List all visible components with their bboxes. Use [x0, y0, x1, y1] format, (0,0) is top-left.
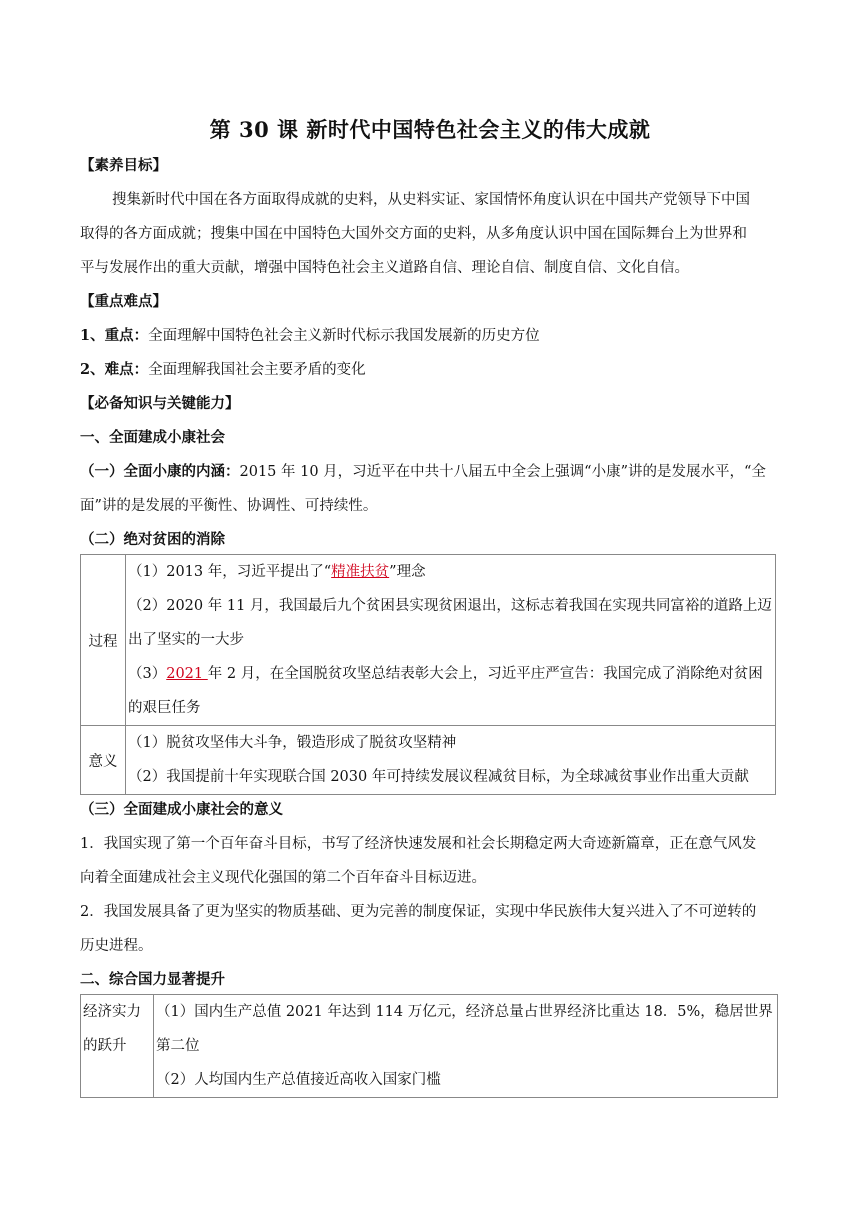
focus-text: 全面理解中国特色社会主义新时代标示我国发展新的历史方位	[148, 328, 540, 344]
p3-pre: （3）	[128, 666, 167, 682]
process-item-2b: 出了坚实的一大步	[128, 632, 244, 648]
page-title: 第 30 课 新时代中国特色社会主义的伟大成就	[209, 117, 651, 142]
sub1-line-2: 面”讲的是发展的平衡性、协调性、可持续性。	[80, 498, 378, 514]
process-label: 过程	[81, 555, 126, 726]
year-2021-link: 2021	[166, 666, 208, 682]
s3-line-2a: 2．我国发展具备了更为坚实的物质基础、更为完善的制度保证，实现中华民族伟大复兴进入了不可逆转的	[80, 904, 757, 920]
sub3-heading: （三）全面建成小康社会的意义	[80, 801, 283, 818]
economy-item-2: （2）人均国内生产总值接近高收入国家门槛	[156, 1072, 441, 1088]
goals-line-3: 平与发展作出的重大贡献，增强中国特色社会主义道路自信、理论自信、制度自信、文化自信。	[80, 260, 689, 276]
sub2-heading: （二）绝对贫困的消除	[80, 531, 225, 548]
process-item-2a: （2）2020 年 11 月，我国最后九个贫困县实现贫困退出，这标志着我国在实现共同富裕的道路上迈	[128, 598, 772, 614]
economy-label-cell	[81, 995, 154, 1098]
economy-content-cell	[154, 995, 778, 1098]
s3-line-2b: 历史进程。	[80, 938, 153, 954]
p1-post: ”理念	[389, 564, 426, 580]
table-row	[81, 995, 778, 1098]
s3-line-1a: 1．我国实现了第一个百年奋斗目标，书写了经济快速发展和社会长期稳定两大奇迹新篇章，正在意气风发	[80, 836, 757, 852]
goals-line-1: 搜集新时代中国在各方面取得成就的史料，从史料实证、家国情怀角度认识在中国共产党领导下中国	[112, 192, 750, 208]
goals-line-2: 取得的各方面成就；搜集中国在中国特色大国外交方面的史料，从多角度认识中国在国际舞台上为世界和	[80, 226, 747, 242]
keypoints-heading: 【重点难点】	[80, 293, 167, 310]
p1-pre: （1）2013 年，习近平提出了“	[128, 564, 332, 580]
process-item-3a	[126, 657, 775, 691]
meaning-cell	[126, 726, 776, 795]
precision-poverty-link: 精准扶贫	[331, 564, 390, 580]
poverty-table	[80, 554, 776, 795]
economy-label-line-2: 的跃升	[83, 1038, 127, 1054]
meaning-item-1: （1）脱贫攻坚伟大斗争，锻造形成了脱贫攻坚精神	[128, 735, 457, 751]
economy-item-1a: （1）国内生产总值 2021 年达到 114 万亿元，经济总量占世界经济比重达 18．5%，稳居世界	[156, 1004, 773, 1020]
process-cell	[126, 555, 776, 726]
table-row	[81, 726, 776, 795]
sub1-text: 2015 年 10 月，习近平在中共十八届五中全会上强调“小康”讲的是发展水平，“全	[239, 464, 766, 480]
table-row	[81, 555, 776, 726]
economy-item-1b: 第二位	[156, 1038, 200, 1054]
meaning-item-2: （2）我国提前十年实现联合国 2030 年可持续发展议程减贫目标，为全球减贫事业作出重大贡献	[128, 769, 749, 785]
difficulty-text: 全面理解我国社会主要矛盾的变化	[148, 362, 366, 378]
meaning-label: 意义	[81, 726, 126, 795]
section2-heading: 二、综合国力显著提升	[80, 971, 225, 988]
focus-label: 1、重点：	[80, 327, 149, 344]
goals-heading: 【素养目标】	[80, 157, 167, 174]
process-item-1	[126, 555, 775, 589]
difficulty-label: 2、难点：	[80, 361, 149, 378]
focus-line	[80, 326, 540, 346]
knowledge-heading: 【必备知识与关键能力】	[80, 395, 240, 412]
process-item-3b: 的艰巨任务	[128, 700, 201, 716]
sub1-line-1	[80, 462, 766, 482]
economy-label-line-1: 经济实力	[83, 1004, 141, 1020]
p3-post: 年 2 月，在全国脱贫攻坚总结表彰大会上，习近平庄严宣告：我国完成了消除绝对贫困	[207, 666, 763, 682]
difficulty-line	[80, 360, 366, 380]
section1-heading: 一、全面建成小康社会	[80, 429, 225, 446]
economy-table	[80, 994, 778, 1098]
s3-line-1b: 向着全面建成社会主义现代化强国的第二个百年奋斗目标迈进。	[80, 870, 486, 886]
sub1-label: （一）全面小康的内涵：	[80, 463, 240, 480]
